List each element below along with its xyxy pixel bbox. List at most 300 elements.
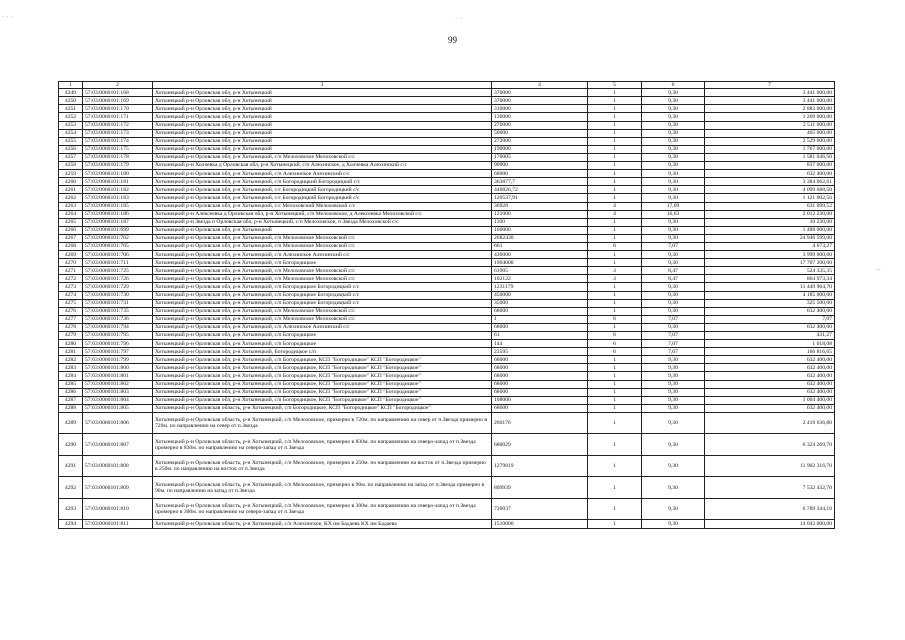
area-value: 130000 — [492, 113, 588, 121]
rate-value: 9,30 — [642, 356, 705, 364]
area-value: 68000 — [492, 404, 588, 412]
cadastral-value: 1 767 000,00 — [705, 145, 835, 153]
cadastral-value: 632 400,00 — [705, 307, 835, 315]
group-value: 1 — [588, 259, 642, 267]
location-address: Хотынецкий р-н Орловская обл, р-н Хотынецкий, с/п Мелоховское Мелоховской с/с — [153, 315, 492, 323]
area-value: 2682430 — [492, 234, 588, 242]
rate-value: 9,30 — [642, 105, 705, 113]
group-value: 1 — [588, 291, 642, 299]
table-row — [59, 388, 835, 396]
rate-value: 9,30 — [642, 283, 705, 291]
location-address: Хотынецкий р-н Орловская обл, р-н Хотынецкий, с/п Богородицкое, КСП "Богородицкое" КСП "Богородицкое" — [153, 356, 492, 364]
column-header: 4 — [492, 82, 588, 89]
group-value: 6 — [588, 340, 642, 348]
row-number: 4281 — [59, 348, 83, 356]
cadastral-number: 57:03:0060101:702 — [83, 234, 153, 242]
row-number: 4269 — [59, 251, 83, 259]
cadastral-value: 1 018,08 — [705, 340, 835, 348]
group-value: 1 — [588, 520, 642, 528]
row-number: 4254 — [59, 129, 83, 137]
location-address: Хотынецкий р-н Орловская область, р-н Хотынецкий, с/п Мелоховское, примерно в 90м. по направлению на запад от п.Звезда примерно в 90м. по направлению на запад от п.Звезда — [153, 477, 492, 499]
location-address: Хотынецкий р-н Орловская обл, р-н Хотынецкий — [153, 129, 492, 137]
table-row — [59, 404, 835, 412]
area-value: 102122 — [492, 275, 588, 283]
table-row — [59, 113, 835, 121]
area-value: 370000 — [492, 89, 588, 97]
row-number: 4287 — [59, 396, 83, 404]
rate-value: 7,07 — [642, 348, 705, 356]
cadastral-number: 57:03:0060101:168 — [83, 89, 153, 97]
table-row — [59, 299, 835, 307]
group-value: 1 — [588, 89, 642, 97]
cadastral-number: 57:03:0060101:169 — [83, 97, 153, 105]
rate-value: 9,30 — [642, 388, 705, 396]
cadastral-value: 632 400,00 — [705, 356, 835, 364]
location-address: Хотынецкий р-н Орловская обл, р-н Хотынецкий — [153, 121, 492, 129]
cadastral-value: 465 000,00 — [705, 129, 835, 137]
area-value: 68000 — [492, 323, 588, 331]
table-row — [59, 137, 835, 145]
area-value: 430000 — [492, 251, 588, 259]
row-number: 4271 — [59, 267, 83, 275]
rate-value: 9,30 — [642, 434, 705, 456]
area-value: 1904000 — [492, 259, 588, 267]
rate-value: 9,30 — [642, 153, 705, 161]
location-address: Хотынецкий р-н Орловская обл, р-н Хотынецкий — [153, 97, 492, 105]
cadastral-value: 6 789 344,10 — [705, 498, 835, 520]
area-value: 68000 — [492, 388, 588, 396]
cadastral-number: 57:03:0060101:706 — [83, 251, 153, 259]
table-row — [59, 283, 835, 291]
cadastral-number: 57:03:0060101:705 — [83, 242, 153, 250]
location-address: Хотынецкий р-н Орловская обл, р-н Хотынецкий, с/п Богородицкое — [153, 259, 492, 267]
cadastral-number: 57:03:0060101:170 — [83, 105, 153, 113]
group-value: 1 — [588, 498, 642, 520]
rate-value: 9,30 — [642, 477, 705, 499]
area-value: 270000 — [492, 121, 588, 129]
area-value: 61905 — [492, 267, 588, 275]
column-header: 7 — [705, 82, 835, 89]
table-row — [59, 434, 835, 456]
cadastral-number: 57:03:0060101:185 — [83, 202, 153, 210]
cadastral-value: 1 121 002,56 — [705, 194, 835, 202]
cadastral-value: 632 400,00 — [705, 364, 835, 372]
cadastral-number: 57:03:0060101:802 — [83, 380, 153, 388]
cadastral-value: 1 581 046,50 — [705, 153, 835, 161]
cadastral-value: 2 419 636,80 — [705, 412, 835, 434]
area-value: 272000 — [492, 137, 588, 145]
row-number: 4264 — [59, 210, 83, 218]
scan-mark: – — [876, 265, 881, 274]
rate-value: 9,30 — [642, 291, 705, 299]
group-value: 1 — [588, 380, 642, 388]
group-value: 4 — [588, 210, 642, 218]
group-value: 1 — [588, 113, 642, 121]
area-value: 121000 — [492, 210, 588, 218]
rate-value: 9,30 — [642, 323, 705, 331]
area-value: 661 — [492, 242, 588, 250]
cadastral-number: 57:03:0060101:174 — [83, 137, 153, 145]
table-row — [59, 477, 835, 499]
column-header: 6 — [642, 82, 705, 89]
area-value: 363877,7 — [492, 178, 588, 186]
group-value: 1 — [588, 186, 642, 194]
group-value: 1 — [588, 234, 642, 242]
rate-value: 7,07 — [642, 340, 705, 348]
cadastral-value: 632 400,00 — [705, 404, 835, 412]
area-value: 68000 — [492, 170, 588, 178]
row-number: 4250 — [59, 97, 83, 105]
rate-value: 7,07 — [642, 315, 705, 323]
row-number: 4261 — [59, 186, 83, 194]
location-address: Хотынецкий р-н Орловская обл, р-н Хотынецкий, с/п Богородицкое — [153, 332, 492, 340]
cadastral-number: 57:03:0060101:172 — [83, 121, 153, 129]
group-value: 1 — [588, 162, 642, 170]
cadastral-number: 57:03:0060101:811 — [83, 520, 153, 528]
row-number: 4256 — [59, 145, 83, 153]
group-value: 1 — [588, 364, 642, 372]
rate-value: 9,30 — [642, 404, 705, 412]
cadastral-value: 2 511 000,00 — [705, 121, 835, 129]
group-value: 1 — [588, 105, 642, 113]
row-number: 4286 — [59, 388, 83, 396]
table-row — [59, 162, 835, 170]
row-number: 4260 — [59, 178, 83, 186]
rate-value: 9,30 — [642, 218, 705, 226]
group-value: 1 — [588, 455, 642, 477]
area-value: 160000 — [492, 226, 588, 234]
cadastral-number: 57:03:0060101:179 — [83, 162, 153, 170]
location-address: Хотынецкий р-н Орловская обл, р-н Хотынецкий — [153, 89, 492, 97]
cadastral-number: 57:03:0060101:730 — [83, 291, 153, 299]
column-header: 3 — [153, 82, 492, 89]
cadastral-value: 3 441 000,00 — [705, 97, 835, 105]
scan-mark: . . — [455, 12, 462, 21]
cadastral-number: 57:03:0060101:795 — [83, 332, 153, 340]
row-number: 4268 — [59, 242, 83, 250]
area-value: 68000 — [492, 364, 588, 372]
table-row — [59, 178, 835, 186]
location-address: Хотынецкий р-н Орловская обл, р-н Хотынецкий, с/п Богородицкий Богородицкий с/с — [153, 178, 492, 186]
location-address: Хотынецкий р-н Орловская обл, р-н Хотынецкий, с/п Алехинское Алехинский с/с — [153, 323, 492, 331]
rate-value: 9,30 — [642, 186, 705, 194]
cadastral-value: 2 883 000,00 — [705, 105, 835, 113]
rate-value: 9,30 — [642, 89, 705, 97]
rate-value: 9,30 — [642, 498, 705, 520]
row-number: 4280 — [59, 340, 83, 348]
location-address: Хотынецкий р-н Орловская область, р-н Хотынецкий, с/п Алехинское, КХ им Бадаева КХ им Бадаева — [153, 520, 492, 528]
group-value: 1 — [588, 153, 642, 161]
table-row — [59, 498, 835, 520]
cadastral-value: 631 099,52 — [705, 202, 835, 210]
area-value: 190000 — [492, 145, 588, 153]
location-address: Хотынецкий р-н Орловская обл, р-н Хотынецкий — [153, 113, 492, 121]
location-address: Хотынецкий р-н Орловская обл, р-н Хотынецкий, с/п Алехинское Алехинский с/с — [153, 170, 492, 178]
area-value: 1100 — [492, 218, 588, 226]
area-value: 68000 — [492, 307, 588, 315]
cadastral-value: 632 400,00 — [705, 323, 835, 331]
scan-mark: . . . — [2, 10, 14, 19]
group-value: 1 — [588, 178, 642, 186]
cadastral-value: 1 209 000,00 — [705, 113, 835, 121]
group-value: 1 — [588, 434, 642, 456]
rate-value: 9,30 — [642, 299, 705, 307]
page-number: 99 — [448, 35, 457, 45]
cadastral-value: 864 973,34 — [705, 275, 835, 283]
group-value: 1 — [588, 372, 642, 380]
location-address: Хотынецкий р-н Орловская обл, р-н Хотынецкий, с/п Богородицкое, КСП "Богородицкое" КСП "Богородицкое" — [153, 396, 492, 404]
location-address: Хотынецкий р-н Орловская обл, р-н Хотынецкий, с/п Мелоховское Мелоховской с/с — [153, 267, 492, 275]
cadastral-number: 57:03:0060101:175 — [83, 145, 153, 153]
cadastral-number: 57:03:0060101:725 — [83, 267, 153, 275]
cadastral-number: 57:03:0060101:806 — [83, 412, 153, 434]
area-value: 68000 — [492, 372, 588, 380]
location-address: Хотынецкий р-н Орловская область, р-н Хотынецкий, с/п Мелоховское, примерно в 830м. по направлению на северо-запад от п.Звезда примерно в 830м. по направлению на северо-запад от п.Звезда — [153, 434, 492, 456]
table-row — [59, 267, 835, 275]
table-row — [59, 202, 835, 210]
rate-value: 9,30 — [642, 520, 705, 528]
rate-value: 7,07 — [642, 242, 705, 250]
cadastral-number: 57:03:0060101:736 — [83, 315, 153, 323]
table-row — [59, 332, 835, 340]
group-value: 1 — [588, 388, 642, 396]
cadastral-number: 57:03:0060101:799 — [83, 356, 153, 364]
rate-value: 9,30 — [642, 372, 705, 380]
rate-value: 9,30 — [642, 364, 705, 372]
area-value: 35000 — [492, 299, 588, 307]
rate-value: 9,30 — [642, 178, 705, 186]
area-value: 108000 — [492, 396, 588, 404]
group-value: 1 — [588, 283, 642, 291]
cadastral-value: 4 185 000,00 — [705, 291, 835, 299]
rate-value: 17,09 — [642, 202, 705, 210]
rate-value: 9,30 — [642, 259, 705, 267]
group-value: 1 — [588, 307, 642, 315]
cadastral-number: 57:03:0060101:796 — [83, 340, 153, 348]
row-number: 4274 — [59, 291, 83, 299]
group-value: 1 — [588, 137, 642, 145]
row-number: 4294 — [59, 520, 83, 528]
row-number: 4253 — [59, 121, 83, 129]
table-row — [59, 323, 835, 331]
cadastral-value: 3 999 000,00 — [705, 251, 835, 259]
location-address: Хотынецкий р-н Орловская обл, р-н Хотынецкий, Богородицкое с/п — [153, 348, 492, 356]
area-value: 68000 — [492, 380, 588, 388]
cadastral-value: 166 816,65 — [705, 348, 835, 356]
cadastral-value: 632 400,00 — [705, 380, 835, 388]
row-number: 4278 — [59, 323, 83, 331]
group-value: 6 — [588, 242, 642, 250]
group-value: 1 — [588, 170, 642, 178]
row-number: 4251 — [59, 105, 83, 113]
rate-value: 8,47 — [642, 267, 705, 275]
cadastral-value: 632 400,00 — [705, 170, 835, 178]
area-value: 170005 — [492, 153, 588, 161]
row-number: 4273 — [59, 283, 83, 291]
location-address: Хотынецкий р-н Алексеевка д Орловская обл, р-н Хотынецкий, с/п Мелоховское, д Алексеевка Мелоховской с/с — [153, 210, 492, 218]
table-row — [59, 307, 835, 315]
location-address: Хотынецкий р-н Орловская область, р-н Хотынецкий, с/п Мелоховское, примерно в 300м. по направлению на северо-запад от п.Звезда примерно в 300м. по направлению на северо-запад от п.Звезда — [153, 498, 492, 520]
row-number: 4258 — [59, 162, 83, 170]
row-number: 4283 — [59, 364, 83, 372]
rate-value: 9,30 — [642, 145, 705, 153]
cadastral-value: 6 324 269,70 — [705, 434, 835, 456]
location-address: Хотынецкий р-н Звезда п Орловская обл, р-н Хотынецкий, с/п Мелоховское, п Звезда Мелоховской с/с — [153, 218, 492, 226]
cadastral-number: 57:03:0060101:186 — [83, 210, 153, 218]
location-address: Хотынецкий р-н Орловская обл, р-н Хотынецкий, с/п Мелоховское Мелоховской с/с — [153, 234, 492, 242]
rate-value: 9,30 — [642, 226, 705, 234]
group-value: 1 — [588, 356, 642, 364]
cadastral-value: 2 012 230,00 — [705, 210, 835, 218]
row-number: 4252 — [59, 113, 83, 121]
table-row — [59, 372, 835, 380]
group-value: 1 — [588, 97, 642, 105]
location-address: Хотынецкий р-н Орловская область, р-н Хотынецкий, с/п Мелоховское, примерно в 720м. по направлению на север от п.Звезда примерно в 720м. по направлению на север от п.Звезда — [153, 412, 492, 434]
cadastral-value: 524 335,35 — [705, 267, 835, 275]
cadastral-value: 632 400,00 — [705, 372, 835, 380]
cadastral-number: 57:03:0060101:180 — [83, 170, 153, 178]
table-row — [59, 218, 835, 226]
area-value: 1279819 — [492, 455, 588, 477]
cadastral-value: 17 707 200,00 — [705, 259, 835, 267]
area-value: 370000 — [492, 97, 588, 105]
table-row — [59, 194, 835, 202]
table-row — [59, 275, 835, 283]
location-address: Хотынецкий р-н Орловская обл, р-н Хотынецкий — [153, 145, 492, 153]
group-value: 4 — [588, 202, 642, 210]
cadastral-number: 57:03:0060101:726 — [83, 275, 153, 283]
location-address: Хотынецкий р-н Орловская обл, р-н Хотынецкий, с/с Мелоховский Мелоховской с/с — [153, 202, 492, 210]
cadastral-value: 4 673,27 — [705, 242, 835, 250]
cadastral-table — [58, 81, 835, 529]
row-number: 4289 — [59, 412, 83, 434]
table-row — [59, 251, 835, 259]
area-value: 310000 — [492, 105, 588, 113]
area-value: 260176 — [492, 412, 588, 434]
table-row — [59, 153, 835, 161]
table-row — [59, 356, 835, 364]
cadastral-value: 11 449 964,70 — [705, 283, 835, 291]
cadastral-value: 11 902 316,70 — [705, 455, 835, 477]
location-address: Хотынецкий р-н Орловская обл, р-н Хотынецкий, с/п Мелоховское Мелоховской с/с — [153, 153, 492, 161]
table-body — [59, 82, 835, 529]
rate-value: 9,30 — [642, 137, 705, 145]
location-address: Хотынецкий р-н Орловская обл, р-н Хотынецкий, с/п Мелоховское Мелоховской с/с — [153, 275, 492, 283]
cadastral-value: 325 500,00 — [705, 299, 835, 307]
group-value: 3 — [588, 267, 642, 275]
rate-value: 9,30 — [642, 251, 705, 259]
cadastral-number: 57:03:0060101:729 — [83, 283, 153, 291]
rate-value: 9,30 — [642, 162, 705, 170]
location-address: Хотынецкий р-н Орловская обл, р-н Хотынецкий — [153, 137, 492, 145]
row-number: 4262 — [59, 194, 83, 202]
row-number: 4293 — [59, 498, 83, 520]
location-address: Хотынецкий р-н Орловская обл, р-н Хотынецкий, с/с Богородицкий Богородицкий с/с — [153, 186, 492, 194]
rate-value: 9,30 — [642, 121, 705, 129]
cadastral-value: 2 529 600,00 — [705, 137, 835, 145]
group-value: 3 — [588, 275, 642, 283]
rate-value: 7,07 — [642, 332, 705, 340]
table-row — [59, 455, 835, 477]
row-number: 4267 — [59, 234, 83, 242]
rate-value: 9,30 — [642, 97, 705, 105]
row-number: 4272 — [59, 275, 83, 283]
group-value: 6 — [588, 332, 642, 340]
location-address: Хотынецкий р-н Орловская обл, р-н Хотынецкий, с/п Мелоховское Мелоховской с/с — [153, 307, 492, 315]
table-row — [59, 396, 835, 404]
area-value: 36928 — [492, 202, 588, 210]
rate-value: 9,30 — [642, 234, 705, 242]
table-row — [59, 210, 835, 218]
cadastral-number: 57:03:0060101:731 — [83, 299, 153, 307]
area-value: 1510000 — [492, 520, 588, 528]
column-header: 1 — [59, 82, 83, 89]
cadastral-number: 57:03:0060101:178 — [83, 153, 153, 161]
rate-value: 9,30 — [642, 129, 705, 137]
location-address: Хотынецкий р-н Орловская обл, р-н Хотынецкий, с/п Богородицкое Богородицкий с/с — [153, 291, 492, 299]
cadastral-number: 57:03:0060101:807 — [83, 434, 153, 456]
location-address: Хотынецкий р-н Орловская область, р-н Хотынецкий, с/п Мелоховское, примерно в 250м. по направлению на восток от п.Звезда примерно в 250м. по направлению на восток от п.Звезда — [153, 455, 492, 477]
area-value: 90000 — [492, 162, 588, 170]
cadastral-value: 7 532 432,70 — [705, 477, 835, 499]
table-row — [59, 242, 835, 250]
area-value: 1 — [492, 315, 588, 323]
row-number: 4291 — [59, 455, 83, 477]
row-number: 4249 — [59, 89, 83, 97]
table-row — [59, 186, 835, 194]
rate-value: 9,30 — [642, 380, 705, 388]
group-value: 1 — [588, 404, 642, 412]
location-address: Хотынецкий р-н Орловская обл, р-н Хотынецкий, с/п Богородицкое, КСП "Богородицкое" КСП "Богородицкое" — [153, 372, 492, 380]
area-value: 23595 — [492, 348, 588, 356]
rate-value: 9,30 — [642, 455, 705, 477]
area-value: 730037 — [492, 498, 588, 520]
column-header: 2 — [83, 82, 153, 89]
rate-value: 9,30 — [642, 307, 705, 315]
cadastral-value: 7,07 — [705, 315, 835, 323]
rate-value: 9,30 — [642, 412, 705, 434]
location-address: Хотынецкий р-н Орловская обл, р-н Хотынецкий, с/п Богородицкое Богородицкий с/с — [153, 283, 492, 291]
row-number: 4266 — [59, 226, 83, 234]
row-number: 4265 — [59, 218, 83, 226]
cadastral-number: 57:03:0060101:808 — [83, 455, 153, 477]
location-address: Хотынецкий р-н Орловская обл, р-н Хотынецкий, с/п Богородицкое Богородицкий с/с — [153, 299, 492, 307]
table-row — [59, 340, 835, 348]
area-value: 50000 — [492, 129, 588, 137]
location-address: Хотынецкий р-н Орловская обл, р-н Хотынецкий, с/п Алехинское Алехинский с/с — [153, 251, 492, 259]
header-row — [59, 82, 835, 89]
group-value: 1 — [588, 194, 642, 202]
row-number: 4282 — [59, 356, 83, 364]
table-row — [59, 145, 835, 153]
area-value: 680029 — [492, 434, 588, 456]
cadastral-value: 1 004 400,00 — [705, 396, 835, 404]
table-row — [59, 315, 835, 323]
table-row — [59, 129, 835, 137]
group-value: 1 — [588, 129, 642, 137]
group-value: 1 — [588, 323, 642, 331]
group-value: 1 — [588, 412, 642, 434]
cadastral-number: 57:03:0060101:794 — [83, 323, 153, 331]
table-row — [59, 364, 835, 372]
rate-value: 8,47 — [642, 275, 705, 283]
cadastral-value: 1 488 000,00 — [705, 226, 835, 234]
row-number: 4263 — [59, 202, 83, 210]
table-row — [59, 348, 835, 356]
location-address: Хотынецкий р-н Орловская обл, р-н Хотынецкий — [153, 105, 492, 113]
row-number: 4255 — [59, 137, 83, 145]
location-address: Хотынецкий р-н Орловская обл, р-н Хотынецкий, с/п Богородицкое, КСП "Богородицкое" КСП "Богородицкое" — [153, 380, 492, 388]
